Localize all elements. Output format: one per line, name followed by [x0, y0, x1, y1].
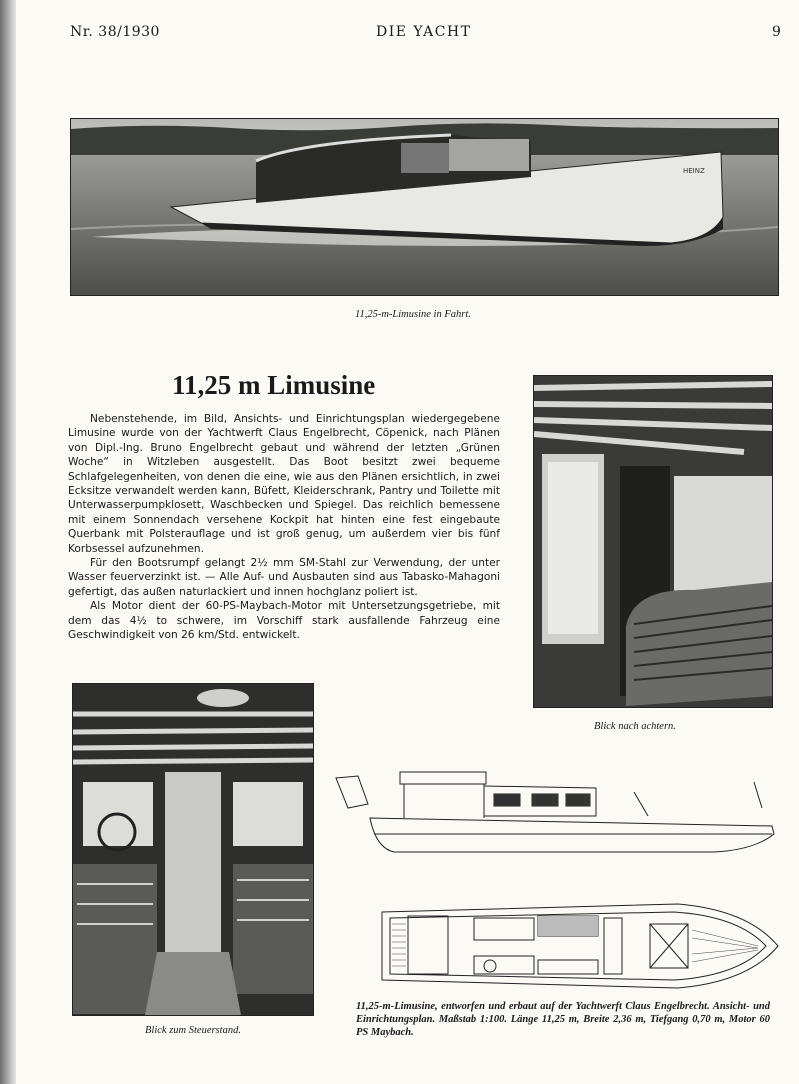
article-body — [68, 412, 500, 643]
side-view-drawing — [334, 768, 784, 864]
helm-caption: Blick zum Steuerstand. — [145, 1025, 241, 1036]
paragraph-1: Nebenstehende, im Bild, Ansichts- und Einrichtungsplan wiedergegebene Limusine wurde von der Yachtwerft Claus Engelbrecht, Cöpenick, nach Plänen von Dipl.-Ing. Bruno Engelbrecht gebaut und während der letzten „Grünen Woche“ in Witzleben ausgestellt. Das Boot besitzt zwei bequeme Schlafgelegenheiten, von denen die eine, wie aus den Plänen ersichtlich, in zwei Ecksitze verwandelt werden kann, Büfett, Kleiderschrank, Pantry und Toilette mit Unterwasserpumpklosett, Waschbecken und Spiegel. Das reichlich bemessene mit einem Sonnendach versehene Kockpit hat hinten eine fest eingebaute Querbank mit Polsterauflage und ist groß genug, um außerdem vier bis fünf Korbsessel aufzunehmen. — [68, 413, 500, 555]
interior-helm-image — [73, 684, 313, 1015]
issue-number: Nr. 38/1930 — [70, 24, 160, 40]
magazine-title: DIE YACHT — [376, 24, 472, 40]
hero-caption: 11,25-m-Limusine in Fahrt. — [355, 309, 471, 320]
boat-name-label: HEINZ — [683, 167, 705, 175]
paragraph-3: Als Motor dient der 60-PS-Maybach-Motor mit Untersetzungsgetriebe, mit dem das 4½ to schwere, im Vorschiff stark ausfallende Fahrzeug eine Geschwindigkeit von 26 km/Std. entwickelt. — [68, 600, 500, 642]
aft-caption: Blick nach achtern. — [594, 721, 676, 732]
page-number: 9 — [772, 24, 782, 40]
boat-underway-image — [71, 119, 778, 295]
interior-aft-image — [534, 376, 772, 707]
helm-interior-photo — [72, 683, 314, 1016]
side-elevation-plan — [334, 768, 784, 864]
page-spine-shadow — [0, 0, 16, 1084]
hero-photo — [70, 118, 779, 296]
aft-interior-photo — [533, 375, 773, 708]
layout-drawing — [378, 900, 782, 992]
article-title: 11,25 m Limusine — [172, 370, 376, 400]
paragraph-2: Für den Bootsrumpf gelangt 2½ mm SM-Stahl zur Verwendung, der unter Wasser feuerverzinkt ist. — Alle Auf- und Ausbauten sind aus Tabasko-Mahagoni gefertigt, das außen naturlackiert und innen hochglanz poliert ist. — [68, 557, 500, 598]
deck-layout-plan — [378, 900, 782, 992]
plan-caption: 11,25-m-Limusine, entworfen und erbaut auf der Yachtwerft Claus Engelbrecht. Ansicht- und Einrichtungsplan. Maßstab 1:100. Länge 11,25 m, Breite 2,36 m, Tiefgang 0,70 m, Motor 60 PS Maybach. — [356, 1001, 770, 1038]
